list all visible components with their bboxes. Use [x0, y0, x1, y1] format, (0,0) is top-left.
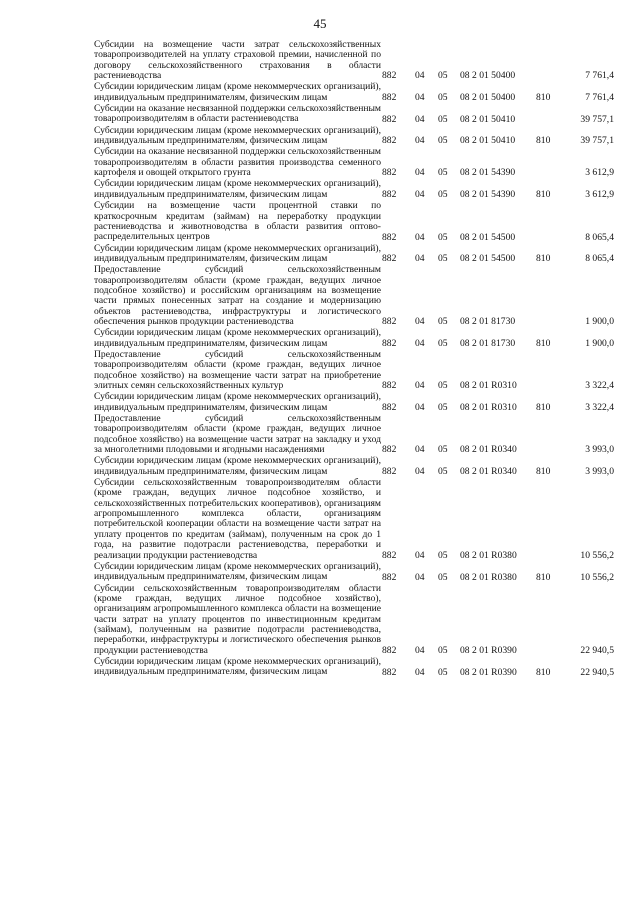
row-sum: 3 993,0 — [585, 466, 614, 478]
row-description: Субсидии на возмещение части процентной ставки по краткосрочным кредитам (займам) на переработку продукции растениеводства и животноводства в области развития оптово-распределительных центров — [94, 200, 381, 243]
table-row — [94, 244, 614, 266]
row-vr-code: 810 — [536, 253, 551, 265]
row-vr-code — [536, 125, 554, 126]
table-row — [94, 265, 614, 328]
row-rz-code: 04 — [415, 337, 425, 349]
row-rz-code: 04 — [415, 92, 425, 104]
table-row — [94, 350, 614, 392]
row-gr-code: 882 — [382, 316, 397, 328]
row-rz-code: 04 — [415, 316, 425, 328]
row-gr-code: 882 — [382, 380, 397, 392]
row-sum: 3 993,0 — [585, 444, 614, 456]
table-row — [94, 40, 614, 82]
row-csr-code: 08 2 01 50400 — [460, 70, 516, 82]
row-gr-code: 882 — [382, 70, 397, 82]
row-description: Субсидии на оказание несвязанной поддержки сельскохозяйственным товаропроизводителям в области растениеводства — [94, 103, 381, 125]
table-row — [94, 478, 614, 562]
row-rz-code: 04 — [415, 70, 425, 82]
row-csr-code: 08 2 01 R0340 — [460, 444, 517, 456]
row-vr-code: 810 — [536, 337, 551, 349]
row-rz-code: 04 — [415, 231, 425, 243]
row-pr-code: 05 — [438, 113, 448, 125]
row-pr-code: 05 — [438, 135, 448, 147]
row-description: Субсидии сельскохозяйственным товаропроизводителям области (кроме граждан, ведущих личное подсобное хозяйство), организациям агропромышленного комплекса области на возмещение части затрат на уплату процентов по инвестиционным кредитам (займам), полученным на развитие подотрасли растениеводства, переработки, инфраструктуры и логистического обеспечения рынков продукции растениеводства — [94, 582, 381, 656]
row-gr-code: 882 — [382, 571, 397, 583]
row-vr-code — [536, 243, 554, 244]
row-gr-code: 882 — [382, 402, 397, 414]
table-row — [94, 584, 614, 657]
row-sum: 7 761,4 — [585, 92, 614, 104]
row-vr-code — [536, 391, 554, 392]
row-vr-code — [536, 656, 554, 657]
row-gr-code: 882 — [382, 666, 397, 678]
row-rz-code: 04 — [415, 402, 425, 414]
row-gr-code: 882 — [382, 92, 397, 104]
row-csr-code: 08 2 01 54390 — [460, 189, 516, 201]
row-description: Субсидии сельскохозяйственным товаропроизводителям области (кроме граждан, ведущих личное подсобное хозяйство, и сельскохозяйственных потребительских кооперативов), организациям агропромышленного комплекса области, организациям потребительской кооперации области на возмещение части затрат на уплату процентов по кредитам (займам), полученным на срок до 1 года, на развитие подотрасли растениеводства, переработки и реализации продукции растениеводства — [94, 477, 381, 561]
row-sum: 22 940,5 — [580, 666, 614, 678]
row-vr-code: 810 — [536, 135, 551, 147]
row-rz-code: 04 — [415, 167, 425, 179]
row-rz-code: 04 — [415, 135, 425, 147]
row-sum: 1 900,0 — [585, 316, 614, 328]
row-csr-code: 08 2 01 R0390 — [460, 666, 517, 678]
row-pr-code: 05 — [438, 466, 448, 478]
row-rz-code: 04 — [415, 644, 425, 656]
row-rz-code: 04 — [415, 444, 425, 456]
row-gr-code: 882 — [382, 113, 397, 125]
row-sum: 10 556,2 — [580, 549, 614, 561]
row-sum: 3 322,4 — [585, 380, 614, 392]
row-sum: 10 556,2 — [580, 571, 614, 583]
table-row — [94, 126, 614, 148]
row-csr-code: 08 2 01 81730 — [460, 316, 516, 328]
row-description: Субсидии юридическим лицам (кроме некоммерческих организаций), индивидуальным предпринимателям, физическим лицам — [94, 327, 381, 349]
row-sum: 8 065,4 — [585, 231, 614, 243]
row-csr-code: 08 2 01 R0380 — [460, 549, 517, 561]
row-sum: 39 757,1 — [580, 135, 614, 147]
row-rz-code: 04 — [415, 380, 425, 392]
row-pr-code: 05 — [438, 189, 448, 201]
row-pr-code: 05 — [438, 644, 448, 656]
row-pr-code: 05 — [438, 571, 448, 583]
row-gr-code: 882 — [382, 135, 397, 147]
row-rz-code: 04 — [415, 549, 425, 561]
row-description: Субсидии юридическим лицам (кроме некоммерческих организаций), индивидуальным предпринимателям, физическим лицам — [94, 124, 381, 147]
row-rz-code: 04 — [415, 189, 425, 201]
row-csr-code: 08 2 01 R0340 — [460, 466, 517, 478]
table-row — [94, 104, 614, 126]
row-description: Предоставление субсидий сельскохозяйственным товаропроизводителям области (кроме граждан, ведущих личное подсобное хозяйство) на возмещение части затрат на закладку и уход за многолетними плодовыми и ягодными насаждениями — [94, 413, 381, 456]
row-pr-code: 05 — [438, 92, 448, 104]
row-description: Субсидии юридическим лицам (кроме некоммерческих организаций), индивидуальным предпринимателям, физическим лицам — [94, 655, 381, 678]
row-pr-code: 05 — [438, 316, 448, 328]
row-description: Предоставление субсидий сельскохозяйственным товаропроизводителям области (кроме граждан, ведущих личное подсобное хозяйство) на возмещение части затрат на приобретение элитных семян сельскохозяйственных культур — [94, 348, 381, 391]
row-vr-code: 810 — [536, 402, 551, 414]
row-sum: 3 322,4 — [585, 402, 614, 414]
table-row — [94, 562, 614, 584]
row-csr-code: 08 2 01 50400 — [460, 92, 516, 104]
row-vr-code: 810 — [536, 189, 551, 201]
row-pr-code: 05 — [438, 444, 448, 456]
row-description: Предоставление субсидий сельскохозяйственным товаропроизводителям области (кроме граждан, ведущих личное подсобное хозяйство) и российским организациям на возмещение части прямых понесенных затрат на создание и модернизацию объектов растениеводства, инфраструктуры и логистического обеспечения рынков продукции растениеводства — [94, 264, 381, 327]
row-vr-code — [536, 455, 554, 456]
row-rz-code: 04 — [415, 666, 425, 678]
row-rz-code: 04 — [415, 253, 425, 265]
row-vr-code — [536, 178, 554, 179]
table-row — [94, 82, 614, 104]
budget-table — [94, 40, 614, 679]
row-vr-code — [536, 561, 554, 562]
row-csr-code: 08 2 01 R0310 — [460, 402, 517, 414]
row-sum: 3 612,9 — [585, 189, 614, 201]
row-description: Субсидии на оказание несвязанной поддержки сельскохозяйственным товаропроизводителям в области развития производства семенного картофеля и овощей открытого грунта — [94, 146, 381, 179]
row-csr-code: 08 2 01 54500 — [460, 231, 516, 243]
table-row — [94, 392, 614, 414]
table-row — [94, 456, 614, 478]
row-csr-code: 08 2 01 R0390 — [460, 644, 517, 656]
row-csr-code: 08 2 01 50410 — [460, 135, 516, 147]
row-vr-code: 810 — [536, 571, 551, 583]
row-csr-code: 08 2 01 50410 — [460, 113, 516, 125]
row-pr-code: 05 — [438, 231, 448, 243]
row-pr-code: 05 — [438, 70, 448, 82]
row-description: Субсидии на возмещение части затрат сельскохозяйственных товаропроизводителей на уплату страховой премии, начисленной по договору сельскохозяйственного страхования в области растениеводства — [94, 39, 381, 82]
row-gr-code: 882 — [382, 444, 397, 456]
row-gr-code: 882 — [382, 549, 397, 561]
row-gr-code: 882 — [382, 644, 397, 656]
row-description: Субсидии юридическим лицам (кроме некоммерческих организаций), индивидуальным предпринимателям, физическим лицам — [94, 560, 381, 583]
table-row — [94, 201, 614, 243]
row-vr-code: 810 — [536, 92, 551, 104]
row-vr-code — [536, 81, 554, 82]
row-rz-code: 04 — [415, 466, 425, 478]
row-sum: 3 612,9 — [585, 167, 614, 179]
row-vr-code: 810 — [536, 466, 551, 478]
row-pr-code: 05 — [438, 402, 448, 414]
row-description: Субсидии юридическим лицам (кроме некоммерческих организаций), индивидуальным предпринимателям, физическим лицам — [94, 391, 381, 413]
table-row — [94, 328, 614, 350]
row-pr-code: 05 — [438, 337, 448, 349]
row-pr-code: 05 — [438, 253, 448, 265]
row-rz-code: 04 — [415, 571, 425, 583]
row-pr-code: 05 — [438, 167, 448, 179]
row-sum: 1 900,0 — [585, 337, 614, 349]
row-gr-code: 882 — [382, 466, 397, 478]
page-number: 45 — [313, 16, 327, 31]
row-pr-code: 05 — [438, 666, 448, 678]
table-row — [94, 147, 614, 179]
row-description: Субсидии юридическим лицам (кроме некоммерческих организаций), индивидуальным предпринимателям, физическим лицам — [94, 81, 381, 103]
row-gr-code: 882 — [382, 189, 397, 201]
row-sum: 8 065,4 — [585, 253, 614, 265]
row-vr-code — [536, 327, 554, 328]
row-vr-code: 810 — [536, 666, 551, 678]
row-description: Субсидии юридическим лицам (кроме некоммерческих организаций), индивидуальным предпринимателям, физическим лицам — [94, 455, 381, 477]
table-row — [94, 179, 614, 201]
row-csr-code: 08 2 01 R0310 — [460, 380, 517, 392]
row-csr-code: 08 2 01 54390 — [460, 167, 516, 179]
row-csr-code: 08 2 01 81730 — [460, 337, 516, 349]
row-csr-code: 08 2 01 R0380 — [460, 571, 517, 583]
row-sum: 22 940,5 — [580, 644, 614, 656]
row-description: Субсидии юридическим лицам (кроме некоммерческих организаций), индивидуальным предпринимателям, физическим лицам — [94, 242, 381, 264]
row-csr-code: 08 2 01 54500 — [460, 253, 516, 265]
row-pr-code: 05 — [438, 549, 448, 561]
table-row — [94, 414, 614, 456]
row-sum: 39 757,1 — [580, 113, 614, 125]
table-row — [94, 657, 614, 679]
row-sum: 7 761,4 — [585, 70, 614, 82]
row-gr-code: 882 — [382, 337, 397, 349]
row-description: Субсидии юридическим лицам (кроме некоммерческих организаций), индивидуальным предпринимателям, физическим лицам — [94, 178, 381, 200]
row-gr-code: 882 — [382, 231, 397, 243]
row-rz-code: 04 — [415, 113, 425, 125]
row-gr-code: 882 — [382, 253, 397, 265]
row-pr-code: 05 — [438, 380, 448, 392]
row-gr-code: 882 — [382, 167, 397, 179]
